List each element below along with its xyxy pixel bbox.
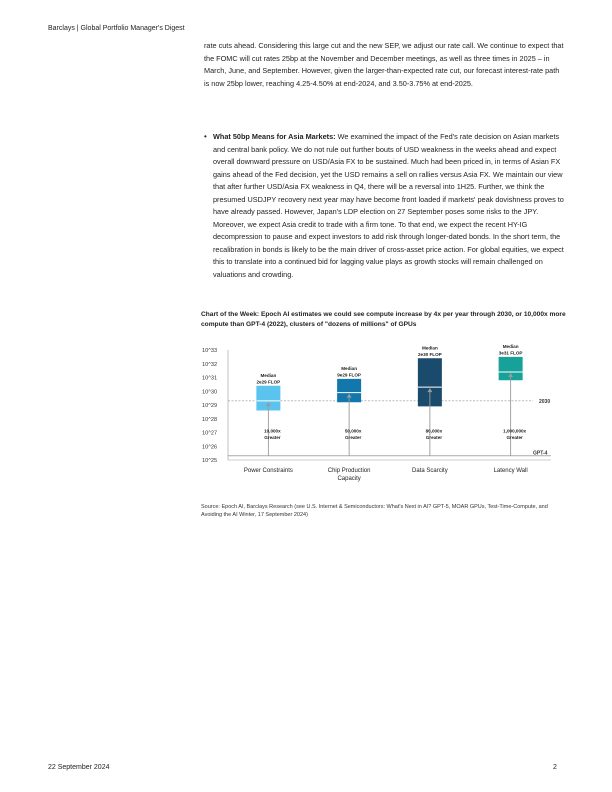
y-tick-label: 10^29 (202, 403, 218, 409)
category-label: Latency Wall (493, 468, 528, 474)
reference-label-2030: 2030 (539, 398, 551, 405)
document-header: Barclays | Global Portfolio Manager's Digest (48, 25, 185, 32)
multiplier-label: Greater (425, 435, 443, 440)
y-tick-label: 10^31 (202, 375, 218, 382)
median-label: 2e29 FLOP (256, 379, 281, 385)
multiplier-label: 50,000x (344, 428, 362, 434)
y-tick-label: 10^26 (202, 444, 218, 451)
median-label: Median (502, 343, 519, 349)
y-tick-label: 10^33 (202, 348, 218, 354)
bullet-item (204, 131, 564, 281)
median-label: Median (421, 345, 438, 351)
multiplier-label: 1,000,000x (503, 428, 527, 434)
multiplier-label: Greater (264, 435, 281, 440)
category-label: Capacity (337, 476, 361, 482)
body-paragraph: rate cuts ahead. Considering this large cut and the new SEP, we adjust our rate call. We continue to expect that the FOMC will cut rates 25bp at the November and December meetings, as well as three times in 2025 – in March, June, and September. However, given the larger-than-expected rate cut, our forecast interest-rate path is now 25bp lower, reaching 4.25-4.50% at end-2024, and 3.50-3.75% at end-2025. (204, 41, 564, 88)
multiplier-label: Greater (344, 435, 362, 440)
y-tick-label: 10^30 (202, 389, 218, 396)
chart-title: Chart of the Week: Epoch AI estimates we could see compute increase by 4x per year through 2030, or 10,000x more compute than GPT-4 (2022), clusters of "dozens of millions" of GPUs (201, 311, 566, 328)
category-label: Power Constraints (243, 468, 293, 474)
chart-source: Source: Epoch AI, Barclays Research (see U.S. Internet & Semiconductors: What's Next in AI? GPT-5, MOAR GPUs, Test-Time-Compute, and Avoiding the AI Winter, 17 September 2024) (201, 504, 548, 518)
y-tick-label: 10^28 (202, 416, 218, 423)
median-label: 9e29 FLOP (337, 372, 361, 378)
bullet-text: We examined the impact of the Fed's rate decision on Asian markets and central bank policy. We do not rule out further bouts of USD weakness in the weeks ahead and expect overall downward pressure on USD/Asia FX to be sustained. Much had been priced in, in terms of Asian FX gains ahead of the Fed decision, yet the USD remains a sell on rallies versus Asia FX. We maintain our view that after further USD/Asia FX weakness in Q4, there will be a reversal into 1H25. Further, we think the presumed USDJPY recovery next year may have become front loaded if markets' peak dovishness proves to have already passed. However, Japan's LDP election on 27 September poses some risks to the JPY. Moreover, we expect Asia credit to trade with a firm tone. To that end, we expect the recent HY-IG decompression to pause and expect investors to add risk through longer-dated bonds. In the short term, the recalibration in bonds is likely to be the main driver of cross-asset price action. For global equities, we expect this to translate into a continued bid for lagging value plays as growth stocks will remain challenged on valuations and crowding. (213, 132, 564, 279)
bullet-paragraph (204, 131, 564, 281)
median-label: Median (260, 372, 277, 378)
reference-label-gpt4: GPT-4 (533, 450, 548, 457)
median-label: Median (341, 365, 358, 371)
y-tick-label: 10^27 (202, 430, 218, 437)
y-tick-label: 10^32 (202, 361, 218, 368)
multiplier-label: 10,000x (264, 428, 281, 434)
bullet-marker: • (204, 132, 207, 141)
category-label: Data Scarcity (412, 468, 448, 474)
category-label: Chip Production (327, 468, 371, 474)
compute-chart (196, 340, 566, 490)
page-number: 2 (553, 764, 557, 771)
median-label: 3e31 FLOP (498, 350, 523, 356)
footer-date: 22 September 2024 (48, 764, 110, 771)
bullet-title: What 50bp Means for Asia Markets: (213, 132, 336, 141)
y-tick-label: 10^25 (202, 458, 218, 464)
multiplier-label: Greater (506, 435, 523, 440)
multiplier-label: 80,000x (425, 428, 443, 434)
median-label: 2e30 FLOP (418, 351, 442, 357)
